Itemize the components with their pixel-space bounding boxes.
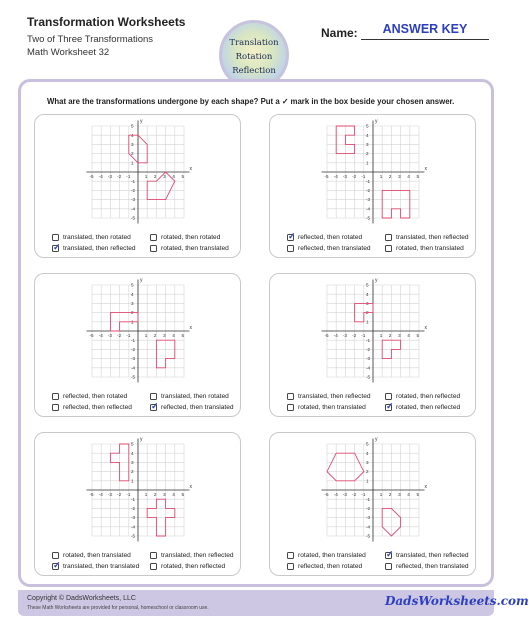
y-tick-label: 2 [366,151,369,157]
x-tick-label: 4 [407,492,410,497]
answer-checkbox[interactable] [385,393,392,400]
x-tick-label: -5 [324,174,329,179]
y-tick-label: 5 [366,282,369,288]
x-tick-label: 1 [144,174,148,179]
y-tick-label: 4 [131,450,134,456]
x-tick-label: 1 [379,333,383,338]
y-tick-label: 5 [131,282,134,288]
answer-option-label: reflected, then rotated [63,392,128,400]
x-axis-label: x [424,484,428,490]
y-tick-label: -2 [366,188,371,193]
answer-option-label: rotated, then translated [298,551,366,559]
answer-checkbox[interactable] [52,242,61,252]
x-axis-label: x [424,325,428,331]
answer-option-label: reflected, then rotated [298,233,363,241]
worksheet-header [0,0,512,90]
y-tick-label: -3 [366,197,371,203]
y-tick-label: -4 [131,206,136,212]
y-tick-label: 4 [366,450,369,456]
x-tick-label: -5 [324,492,329,497]
x-tick-label: -5 [89,174,94,179]
answer-checkbox[interactable] [150,245,157,252]
logo-word-reflection: Reflection [232,66,276,76]
y-tick-label: -4 [366,365,371,371]
answer-option-label: reflected, then translated [298,244,371,252]
answer-checkbox[interactable] [287,245,294,252]
x-tick-label: 3 [163,492,166,497]
answer-checkbox[interactable] [52,552,59,559]
x-tick-label: 1 [144,333,148,338]
y-tick-label: 2 [366,310,369,316]
y-tick-label: -3 [131,515,136,521]
checkmark-icon: ✓ [386,401,394,411]
answer-key-field[interactable]: ANSWER KEY [361,22,489,40]
answer-option-label: rotated, then reflected [396,403,461,411]
answer-option-label: reflected, then translated [396,562,469,570]
x-tick-label: -5 [324,333,329,338]
answer-option-label: reflected, then reflected [63,403,132,411]
y-tick-label: -4 [131,524,136,530]
answer-checkbox[interactable] [52,404,59,411]
x-tick-label: 3 [163,174,166,179]
answer-checkbox[interactable] [150,393,157,400]
y-tick-label: 2 [131,469,134,475]
y-tick-label: -3 [131,197,136,203]
y-tick-label: -1 [366,178,371,184]
x-tick-label: -1 [126,492,131,497]
answer-option-label: translated, then reflected [298,392,371,400]
x-axis-label: x [189,484,193,490]
usage-note: These Math Worksheets are provided for personal, homeschool or classroom use. [27,605,209,611]
x-tick-label: -2 [352,333,357,338]
worksheet-title: Transformation Worksheets [27,15,186,29]
problem-card [269,432,476,576]
y-tick-label: -1 [131,178,136,184]
x-tick-label: -2 [117,492,122,497]
answer-checkbox[interactable] [385,234,392,241]
x-tick-label: 2 [388,333,392,338]
answer-option-label: translated, then rotated [161,392,229,400]
y-tick-label: -2 [131,506,136,511]
x-tick-label: -1 [126,333,131,338]
problem-card [34,114,241,258]
x-tick-label: -3 [342,492,347,497]
y-axis-label: y [140,118,143,125]
y-tick-label: 1 [366,160,369,166]
x-tick-label: 5 [416,174,420,179]
x-tick-label: 5 [181,174,185,179]
answer-option-label: rotated, then translated [63,551,131,559]
x-tick-label: -1 [126,174,131,179]
x-tick-label: 1 [379,174,383,179]
x-tick-label: 3 [398,333,401,338]
name-label: Name: [321,26,358,40]
answer-option-label: rotated, then reflected [396,392,461,400]
answer-option-label: translated, then reflected [161,551,234,559]
y-tick-label: -4 [366,524,371,530]
x-axis-label: x [189,325,193,331]
y-tick-label: 3 [366,460,369,465]
x-axis-label: x [424,166,428,172]
y-tick-label: -1 [366,337,371,343]
answer-checkbox[interactable] [52,234,59,241]
x-tick-label: -3 [107,333,112,338]
x-tick-label: 4 [407,333,410,338]
copyright: Copyright © DadsWorksheets, LLC [27,595,136,602]
coordinate-grid [35,274,242,384]
y-tick-label: -5 [366,533,371,539]
problem-card [34,273,241,417]
y-tick-label: 4 [366,132,369,138]
x-tick-label: -4 [333,333,338,338]
y-tick-label: 3 [366,301,369,306]
answer-option-label: translated, then translated [63,562,140,570]
y-tick-label: -4 [131,365,136,371]
checkmark-icon: ✓ [151,401,159,411]
brand-logo[interactable]: DadsWorksheets.com [385,594,529,608]
x-tick-label: 4 [407,174,410,179]
x-tick-label: 3 [163,333,166,338]
answer-checkbox[interactable] [52,393,59,400]
answer-option-label: reflected, then rotated [298,562,363,570]
x-tick-label: 4 [172,333,175,338]
worksheet-number: Math Worksheet 32 [27,47,110,58]
y-tick-label: 2 [366,469,369,475]
y-tick-label: -3 [131,356,136,362]
coordinate-grid [270,433,477,543]
y-tick-label: -3 [366,515,371,521]
x-tick-label: 3 [398,492,401,497]
x-tick-label: -2 [352,174,357,179]
answer-checkbox[interactable] [150,552,157,559]
y-tick-label: -1 [366,496,371,502]
x-tick-label: 2 [153,333,157,338]
answer-checkbox[interactable] [52,560,61,570]
y-tick-label: -3 [366,356,371,362]
answer-option-label: rotated, then translated [161,244,229,252]
checkmark-icon: ✓ [288,231,296,241]
coordinate-grid [35,433,242,543]
y-tick-label: 1 [366,478,369,484]
answer-option-label: rotated, then reflected [161,562,226,570]
answer-option-label: rotated, then translated [396,244,464,252]
y-tick-label: 1 [366,319,369,325]
x-tick-label: 2 [153,174,157,179]
x-tick-label: -4 [98,492,103,497]
answer-checkbox[interactable] [150,563,157,570]
y-tick-label: -2 [366,506,371,511]
x-tick-label: -4 [98,333,103,338]
answer-checkbox[interactable] [385,563,392,570]
x-tick-label: -1 [361,174,366,179]
x-tick-label: -2 [352,492,357,497]
y-tick-label: 1 [131,478,134,484]
logo-word-translation: Translation [229,38,279,48]
y-tick-label: -5 [131,215,136,221]
y-tick-label: -5 [366,215,371,221]
x-axis-label: x [189,166,193,172]
x-tick-label: -1 [361,492,366,497]
checkmark-icon: ✓ [53,242,61,252]
y-axis-label: y [375,436,378,443]
answer-checkbox[interactable] [385,245,392,252]
y-tick-label: -5 [131,533,136,539]
answer-checkbox[interactable] [150,401,159,411]
x-tick-label: 2 [153,492,157,497]
shape-outline [144,172,175,200]
y-tick-label: -5 [131,374,136,380]
x-tick-label: 5 [416,492,420,497]
problem-card [269,114,476,258]
answer-option-label: rotated, then rotated [161,233,221,241]
x-tick-label: 1 [379,492,383,497]
x-tick-label: 4 [172,174,175,179]
x-tick-label: -4 [98,174,103,179]
y-tick-label: 5 [131,123,134,129]
y-tick-label: 1 [131,160,134,166]
y-tick-label: 3 [131,142,134,147]
answer-checkbox[interactable] [287,552,294,559]
problem-card [269,273,476,417]
logo-word-rotation: Rotation [235,52,273,62]
y-tick-label: 4 [366,291,369,297]
answer-checkbox[interactable] [287,404,294,411]
y-tick-label: -1 [131,496,136,502]
y-axis-label: y [375,118,378,125]
x-tick-label: -2 [117,174,122,179]
y-axis-label: y [375,277,378,284]
answer-option-label: translated, then reflected [396,551,469,559]
y-tick-label: 4 [131,291,134,297]
x-tick-label: 1 [144,492,148,497]
y-tick-label: 5 [366,441,369,447]
x-tick-label: 4 [172,492,175,497]
y-tick-label: 2 [131,310,134,316]
x-tick-label: -1 [361,333,366,338]
answer-checkbox[interactable] [150,234,157,241]
y-tick-label: -2 [131,188,136,193]
answer-option-label: translated, then reflected [396,233,469,241]
checkmark-icon: ✓ [386,549,394,559]
x-tick-label: -3 [107,492,112,497]
worksheet-subtitle: Two of Three Transformations [27,34,154,45]
x-tick-label: 5 [416,333,420,338]
x-tick-label: -3 [107,174,112,179]
answer-checkbox[interactable] [287,563,294,570]
y-tick-label: 5 [366,123,369,129]
x-tick-label: 2 [388,492,392,497]
answer-option-label: translated, then reflected [63,244,136,252]
x-tick-label: -2 [117,333,122,338]
x-tick-label: 5 [181,333,185,338]
y-tick-label: 4 [131,132,134,138]
y-tick-label: 5 [131,441,134,447]
x-tick-label: -5 [89,333,94,338]
answer-option-label: translated, then rotated [63,233,131,241]
x-tick-label: -4 [333,492,338,497]
y-axis-label: y [140,436,143,443]
x-tick-label: 2 [388,174,392,179]
coordinate-grid [35,115,242,225]
y-tick-label: 3 [131,460,134,465]
x-tick-label: -4 [333,174,338,179]
y-tick-label: -2 [131,347,136,352]
instructions: What are the transformations undergone by each shape? Put a ✓ mark in the box beside your chosen answer. [47,97,455,106]
answer-option-label: rotated, then translated [298,403,366,411]
y-tick-label: 3 [366,142,369,147]
x-tick-label: -3 [342,333,347,338]
coordinate-grid [270,274,477,384]
shape-outline [382,190,410,218]
x-tick-label: 3 [398,174,401,179]
answer-option-label: reflected, then translated [161,403,234,411]
problem-card [34,432,241,576]
coordinate-grid [270,115,477,225]
y-tick-label: -2 [366,347,371,352]
y-axis-label: y [140,277,143,284]
answer-checkbox[interactable] [385,401,394,411]
answer-checkbox[interactable] [385,549,394,559]
x-tick-label: -3 [342,174,347,179]
checkmark-icon: ✓ [53,560,61,570]
y-tick-label: -5 [366,374,371,380]
answer-checkbox[interactable] [287,393,294,400]
y-tick-label: 1 [131,319,134,325]
y-tick-label: -4 [366,206,371,212]
x-tick-label: -5 [89,492,94,497]
x-tick-label: 5 [181,492,185,497]
answer-checkbox[interactable] [287,231,296,241]
y-tick-label: -1 [131,337,136,343]
y-tick-label: 3 [131,301,134,306]
y-tick-label: 2 [131,151,134,157]
